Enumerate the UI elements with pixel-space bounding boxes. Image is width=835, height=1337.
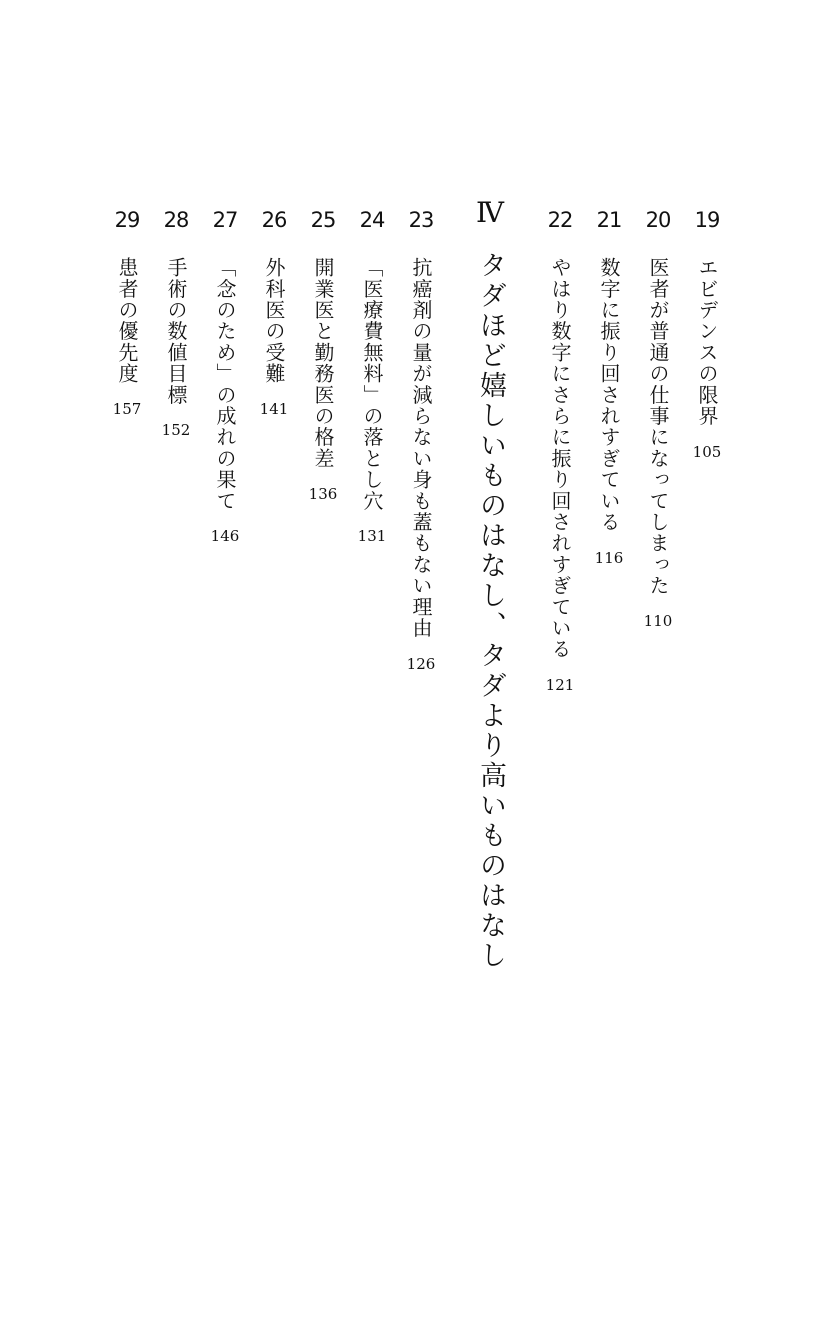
entry-number: 20 (645, 208, 671, 232)
toc-entry-21[interactable] (589, 205, 629, 567)
entry-page-number: 116 (594, 548, 624, 567)
toc-entry-27[interactable] (205, 205, 245, 545)
part-number: Ⅳ (476, 196, 504, 229)
entry-page-number: 141 (259, 400, 289, 419)
entry-number: 23 (408, 208, 434, 232)
entry-page-number: 131 (357, 527, 387, 546)
entry-page-number: 152 (161, 421, 191, 440)
toc-entry-19[interactable] (687, 205, 727, 461)
entry-number: 28 (163, 208, 189, 232)
entry-number: 27 (212, 208, 238, 232)
entry-page-number: 110 (643, 612, 673, 631)
toc-entry-23[interactable] (401, 205, 441, 673)
entry-page-number: 105 (692, 442, 722, 461)
part-title: タダほど嬉しいものはなし、タダより高いものはなし (475, 251, 506, 971)
entry-title: 「医療費無料」の落とし穴 (360, 257, 384, 512)
entry-page-number: 121 (545, 675, 575, 694)
toc-entry-29[interactable] (107, 205, 147, 418)
toc-entry-24[interactable] (352, 205, 392, 545)
toc-entry-28[interactable] (156, 205, 196, 439)
entry-title: 外科医の受難 (262, 257, 286, 385)
entry-page-number: 157 (112, 400, 142, 419)
toc-entry-25[interactable] (303, 205, 343, 503)
entry-title: やはり数字にさらに振り回されすぎている (548, 257, 572, 660)
entry-title: 医者が普通の仕事になってしまった (646, 257, 670, 597)
entry-title: 抗癌剤の量が減らない身も蓋もない理由 (409, 257, 433, 639)
part-heading[interactable] (466, 195, 514, 971)
entry-number: 24 (359, 208, 385, 232)
entry-page-number: 136 (308, 485, 338, 503)
entry-title: 手術の数値目標 (164, 257, 188, 406)
entry-title: 患者の優先度 (115, 257, 139, 385)
entry-number: 25 (310, 208, 336, 232)
entry-title: 開業医と勤務医の格差 (311, 257, 335, 469)
entry-number: 19 (694, 208, 720, 232)
entry-number: 26 (261, 208, 287, 232)
entry-title: 「念のため」の成れの果て (213, 257, 237, 512)
entry-page-number: 146 (210, 527, 240, 546)
toc-entry-20[interactable] (638, 205, 678, 630)
entry-page-number: 126 (406, 654, 436, 673)
entry-title: 数字に振り回されすぎている (597, 257, 621, 533)
toc-entry-22[interactable] (540, 205, 580, 694)
entry-title: エビデンスの限界 (695, 257, 719, 427)
toc-entry-26[interactable] (254, 205, 294, 418)
entry-number: 29 (114, 208, 140, 232)
entry-number: 21 (596, 208, 622, 232)
entry-number: 22 (547, 208, 573, 232)
